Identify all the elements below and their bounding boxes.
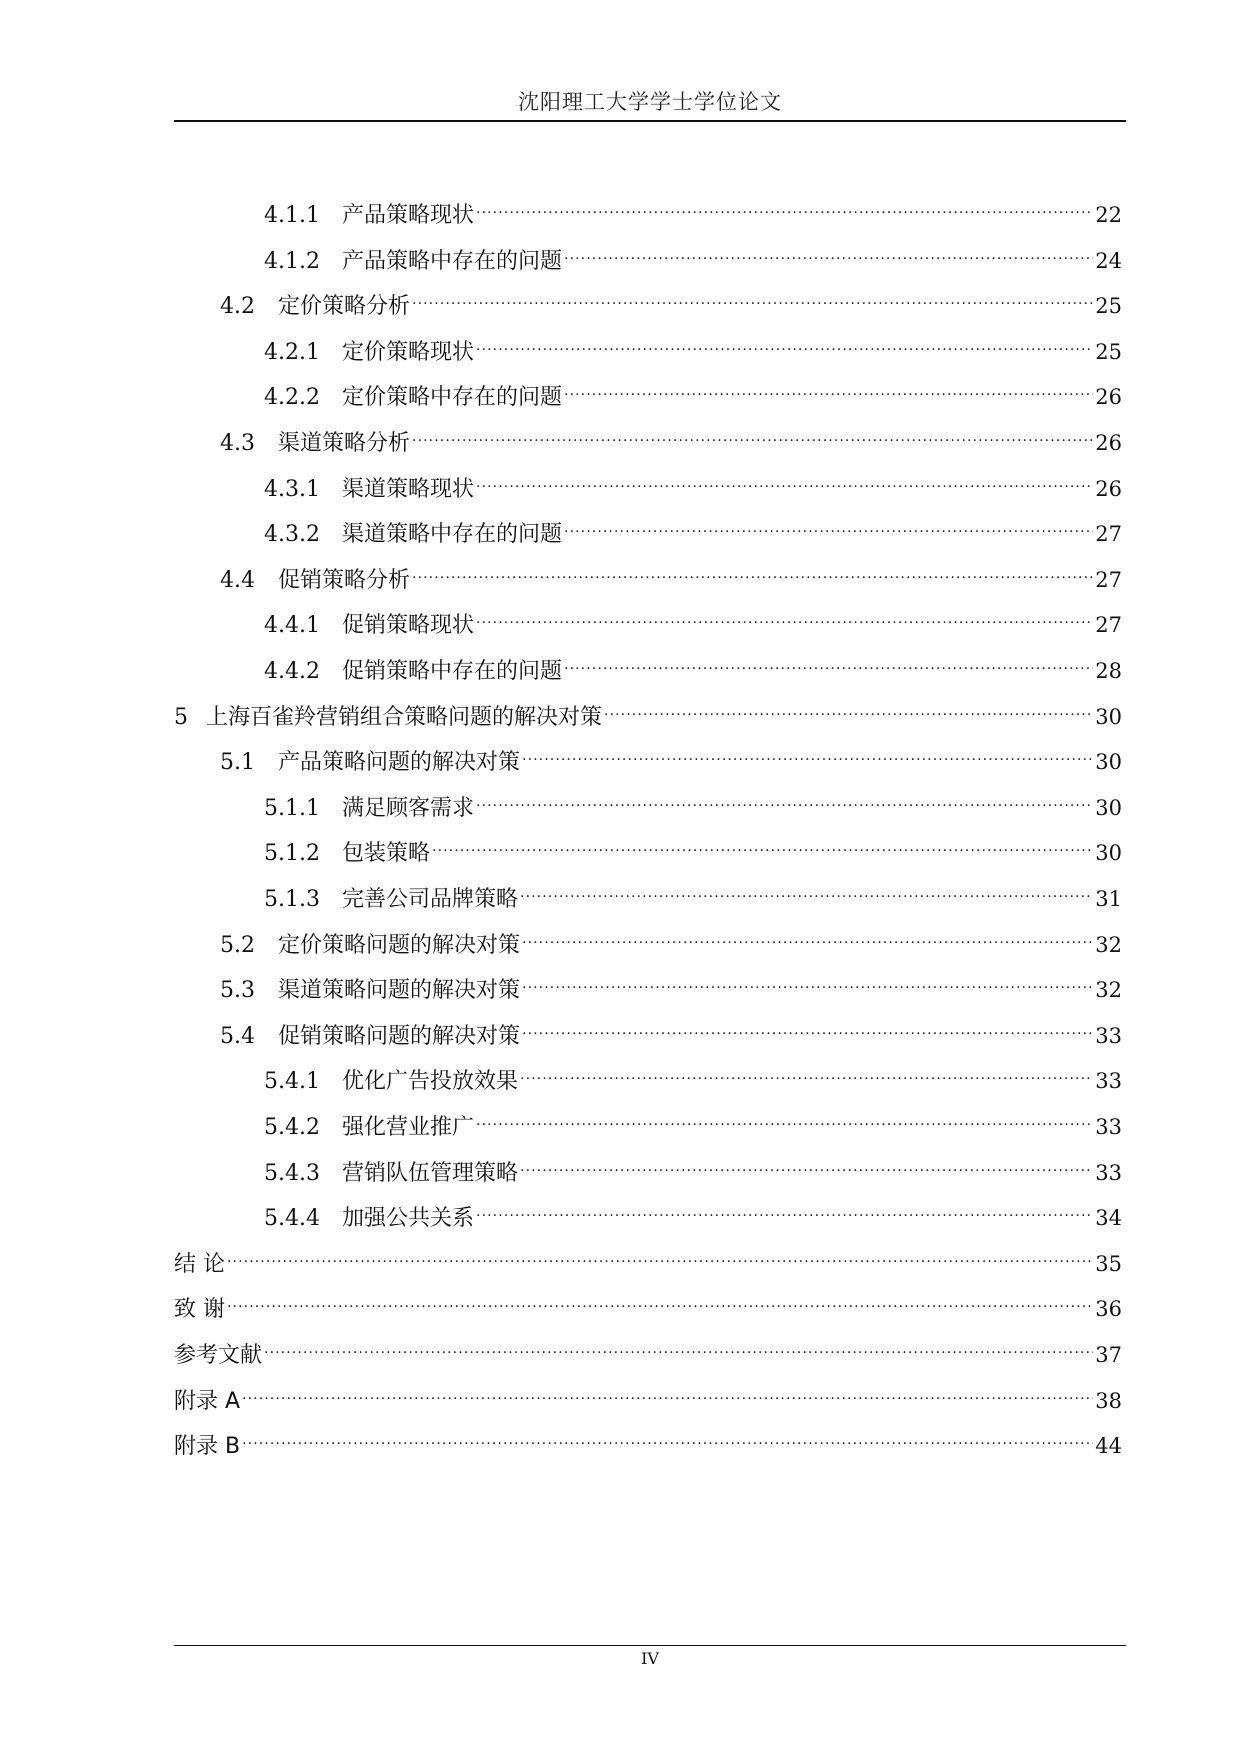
toc-entry-title: 促销策略分析 bbox=[278, 568, 411, 593]
toc-entry-page: 33 bbox=[1095, 1115, 1122, 1139]
dot-leader bbox=[522, 733, 1093, 769]
toc-entry[interactable] bbox=[174, 1372, 1122, 1414]
toc-entry-page: 31 bbox=[1095, 887, 1122, 911]
dot-leader bbox=[476, 1098, 1093, 1134]
toc-entry-title: 产品策略问题的解决对策 bbox=[278, 750, 521, 775]
toc-entry[interactable] bbox=[220, 277, 1122, 319]
toc-entry[interactable] bbox=[220, 961, 1122, 1003]
toc-entry[interactable] bbox=[264, 824, 1122, 866]
toc-entry-number: 4.2.1 bbox=[264, 340, 320, 365]
dot-leader bbox=[432, 824, 1093, 860]
toc-entry-page: 25 bbox=[1095, 340, 1122, 364]
dot-leader bbox=[564, 368, 1093, 404]
toc-entry-number: 4.2 bbox=[220, 294, 255, 319]
dot-leader bbox=[227, 1280, 1093, 1316]
toc-entry[interactable] bbox=[174, 1417, 1122, 1459]
toc-entry[interactable] bbox=[174, 1326, 1122, 1368]
dot-leader bbox=[227, 1235, 1093, 1271]
toc-entry-page: 33 bbox=[1095, 1024, 1122, 1048]
toc-entry[interactable] bbox=[264, 1144, 1122, 1186]
toc-entry-number: 5.1 bbox=[220, 750, 255, 775]
page-number: IV bbox=[641, 1649, 659, 1668]
toc-entry-number: 4.1.1 bbox=[264, 203, 320, 228]
toc-entry-page: 27 bbox=[1095, 568, 1122, 592]
toc-entry-page: 26 bbox=[1095, 431, 1122, 455]
dot-leader bbox=[476, 460, 1093, 496]
toc-entry-title: 产品策略现状 bbox=[342, 203, 475, 228]
dot-leader bbox=[242, 1417, 1093, 1453]
toc-entry-page: 28 bbox=[1095, 659, 1122, 683]
toc-entry-page: 26 bbox=[1095, 385, 1122, 409]
toc-entry-number: 5.4.2 bbox=[264, 1115, 320, 1140]
toc-entry-page: 38 bbox=[1095, 1389, 1122, 1413]
toc-entry-title: 附录 B bbox=[174, 1434, 241, 1459]
dot-leader bbox=[522, 961, 1093, 997]
toc-entry-title: 包装策略 bbox=[342, 841, 431, 866]
toc-entry-number: 4.3.1 bbox=[264, 477, 320, 502]
toc-entry-page: 32 bbox=[1095, 978, 1122, 1002]
dot-leader bbox=[476, 1189, 1093, 1225]
toc-entry-number: 5.4.1 bbox=[264, 1069, 320, 1094]
dot-leader bbox=[604, 688, 1093, 724]
toc-entry[interactable] bbox=[220, 551, 1122, 593]
toc-entry-number: 4.3.2 bbox=[264, 522, 320, 547]
toc-entry-title: 定价策略分析 bbox=[278, 294, 411, 319]
toc-entry-title: 上海百雀羚营销组合策略问题的解决对策 bbox=[206, 705, 603, 730]
toc-entry-title: 结 论 bbox=[174, 1252, 225, 1277]
dot-leader bbox=[476, 779, 1093, 815]
toc-entry[interactable] bbox=[264, 642, 1122, 684]
toc-entry[interactable] bbox=[264, 779, 1122, 821]
toc-entry-title: 致 谢 bbox=[174, 1297, 225, 1322]
toc-entry-page: 44 bbox=[1095, 1434, 1122, 1458]
toc-entry-number: 4.2.2 bbox=[264, 385, 320, 410]
toc-entry-page: 25 bbox=[1095, 294, 1122, 318]
toc-entry[interactable] bbox=[174, 688, 1122, 730]
dot-leader bbox=[264, 1326, 1093, 1362]
toc-entry-number: 5.2 bbox=[220, 933, 255, 958]
toc-entry[interactable] bbox=[220, 733, 1122, 775]
toc-entry-title: 强化营业推广 bbox=[342, 1115, 475, 1140]
toc-entry[interactable] bbox=[264, 505, 1122, 547]
toc-entry-page: 37 bbox=[1095, 1343, 1122, 1367]
dot-leader bbox=[522, 1007, 1093, 1043]
running-header: 沈阳理工大学学士学位论文 bbox=[518, 90, 782, 114]
dot-leader bbox=[564, 232, 1093, 268]
toc-entry-title: 产品策略中存在的问题 bbox=[342, 249, 563, 274]
dot-leader bbox=[564, 642, 1093, 678]
toc-entry[interactable] bbox=[174, 1235, 1122, 1277]
toc-entry-title: 优化广告投放效果 bbox=[342, 1069, 519, 1094]
toc-entry-title: 渠道策略中存在的问题 bbox=[342, 522, 563, 547]
toc-entry[interactable] bbox=[264, 323, 1122, 365]
dot-leader bbox=[520, 870, 1093, 906]
dot-leader bbox=[564, 505, 1093, 541]
dot-leader bbox=[476, 596, 1093, 632]
toc-entry[interactable] bbox=[264, 460, 1122, 502]
toc-entry-title: 定价策略现状 bbox=[342, 340, 475, 365]
dot-leader bbox=[242, 1372, 1093, 1408]
toc-entry-number: 5.4 bbox=[220, 1024, 255, 1049]
toc-entry-number: 5.1.2 bbox=[264, 841, 320, 866]
toc-entry[interactable] bbox=[264, 1052, 1122, 1094]
toc-entry[interactable] bbox=[264, 368, 1122, 410]
toc-entry-page: 24 bbox=[1095, 249, 1122, 273]
toc-entry-title: 促销策略问题的解决对策 bbox=[278, 1024, 521, 1049]
toc-entry-page: 33 bbox=[1095, 1161, 1122, 1185]
toc-entry-title: 定价策略中存在的问题 bbox=[342, 385, 563, 410]
dot-leader bbox=[522, 916, 1093, 952]
toc-entry[interactable] bbox=[220, 1007, 1122, 1049]
toc-entry-number: 4.1.2 bbox=[264, 249, 320, 274]
toc-entry-title: 附录 A bbox=[174, 1389, 241, 1414]
toc-entry-page: 27 bbox=[1095, 613, 1122, 637]
dot-leader bbox=[412, 414, 1093, 450]
dot-leader bbox=[520, 1144, 1093, 1180]
toc-entry-title: 满足顾客需求 bbox=[342, 796, 475, 821]
toc-entry-title: 加强公共关系 bbox=[342, 1206, 475, 1231]
dot-leader bbox=[520, 1052, 1093, 1088]
toc-entry-title: 定价策略问题的解决对策 bbox=[278, 933, 521, 958]
toc-entry-number: 5.1.1 bbox=[264, 796, 320, 821]
toc-entry[interactable] bbox=[264, 1098, 1122, 1140]
toc-entry-page: 22 bbox=[1095, 203, 1122, 227]
header-rule bbox=[174, 120, 1126, 122]
toc-entry-number: 5.4.4 bbox=[264, 1206, 320, 1231]
toc-entry-page: 30 bbox=[1095, 705, 1122, 729]
dot-leader bbox=[476, 186, 1093, 222]
toc-entry[interactable] bbox=[220, 916, 1122, 958]
footer-rule bbox=[174, 1645, 1126, 1646]
toc-entry-number: 5.1.3 bbox=[264, 887, 320, 912]
toc-entry-number: 5 bbox=[174, 705, 188, 730]
toc-entry-title: 促销策略中存在的问题 bbox=[342, 659, 563, 684]
toc-entry-title: 促销策略现状 bbox=[342, 613, 475, 638]
toc-entry[interactable] bbox=[264, 870, 1122, 912]
toc-entry-page: 35 bbox=[1095, 1252, 1122, 1276]
toc-entry-title: 完善公司品牌策略 bbox=[342, 887, 519, 912]
toc-entry-page: 26 bbox=[1095, 477, 1122, 501]
toc-entry-page: 30 bbox=[1095, 841, 1122, 865]
toc-entry-page: 32 bbox=[1095, 933, 1122, 957]
toc-entry[interactable] bbox=[264, 232, 1122, 274]
toc-entry-title: 营销队伍管理策略 bbox=[342, 1161, 519, 1186]
toc-entry-page: 34 bbox=[1095, 1206, 1122, 1230]
toc-entry[interactable] bbox=[264, 596, 1122, 638]
toc-entry-number: 5.3 bbox=[220, 978, 255, 1003]
toc-entry-page: 36 bbox=[1095, 1297, 1122, 1321]
toc-entry[interactable] bbox=[264, 1189, 1122, 1231]
toc-entry-number: 5.4.3 bbox=[264, 1161, 320, 1186]
dot-leader bbox=[476, 323, 1093, 359]
toc-entry-page: 30 bbox=[1095, 750, 1122, 774]
toc-entry-number: 4.4 bbox=[220, 568, 255, 593]
toc-entry-number: 4.4.2 bbox=[264, 659, 320, 684]
toc-entry-title: 参考文献 bbox=[174, 1343, 263, 1368]
toc-entry-page: 33 bbox=[1095, 1069, 1122, 1093]
toc-entry[interactable] bbox=[264, 186, 1122, 228]
toc-entry-title: 渠道策略现状 bbox=[342, 477, 475, 502]
toc-entry-page: 30 bbox=[1095, 796, 1122, 820]
toc-entry-title: 渠道策略问题的解决对策 bbox=[278, 978, 521, 1003]
toc-entry-number: 4.4.1 bbox=[264, 613, 320, 638]
toc-entry-page: 27 bbox=[1095, 522, 1122, 546]
dot-leader bbox=[412, 277, 1093, 313]
toc-entry[interactable] bbox=[174, 1280, 1122, 1322]
toc-entry[interactable] bbox=[220, 414, 1122, 456]
dot-leader bbox=[412, 551, 1093, 587]
toc-entry-number: 4.3 bbox=[220, 431, 255, 456]
toc-entry-title: 渠道策略分析 bbox=[278, 431, 411, 456]
